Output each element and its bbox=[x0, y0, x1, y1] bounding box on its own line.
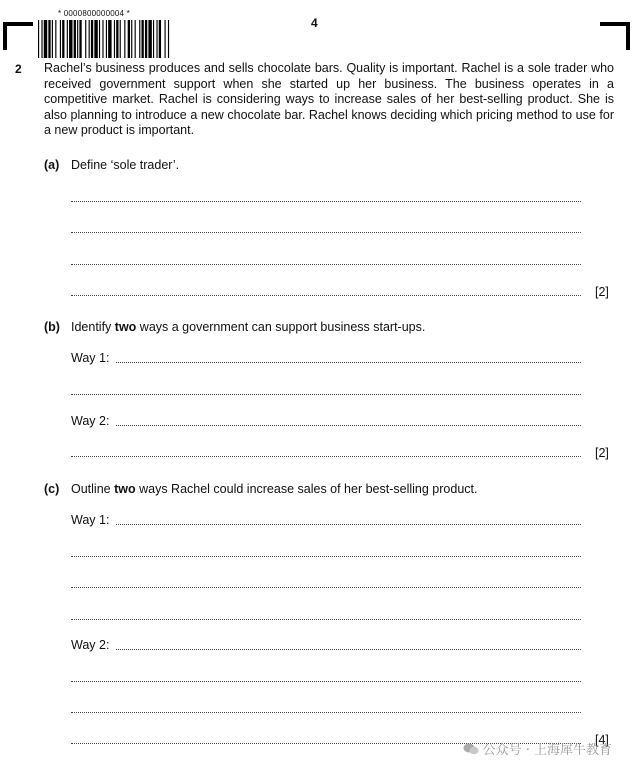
answer-line[interactable] bbox=[116, 524, 581, 525]
part-b-way2-label: Way 2: bbox=[71, 414, 110, 428]
part-b-label bbox=[44, 320, 60, 334]
part-c-marks: [4] bbox=[595, 733, 609, 747]
answer-line[interactable] bbox=[71, 556, 581, 557]
answer-line[interactable] bbox=[71, 394, 581, 395]
part-c-text-after: ways Rachel could increase sales of her best-selling product. bbox=[135, 482, 478, 496]
question-number: 2 bbox=[15, 62, 22, 76]
part-b-text-bold: two bbox=[114, 320, 137, 334]
answer-line[interactable] bbox=[71, 681, 581, 682]
answer-line[interactable] bbox=[71, 619, 581, 620]
part-c-text-before: Outline bbox=[71, 482, 115, 496]
answer-line[interactable] bbox=[71, 587, 581, 588]
corner-mark-right bbox=[600, 22, 630, 50]
page-number: 4 bbox=[311, 16, 318, 30]
question-stem: Rachel’s business produces and sells chocolate bars. Quality is important. Rachel is a sole trader who received government support when she started up her business. The business operates in a competitive market. Rachel is considering ways to increase sales of her best-selling product. She is also planning to introduce a new chocolate bar. Rachel knows deciding which pricing method to use for a new product is important. bbox=[44, 61, 614, 138]
part-c-way2-label: Way 2: bbox=[71, 638, 110, 652]
watermark-text: 公众号 · 上海犀牛教育 bbox=[482, 743, 612, 758]
part-a-question: Define ‘sole trader’. bbox=[71, 158, 180, 172]
part-b-text-before: Identify bbox=[71, 320, 115, 334]
part-b-way1-label: Way 1: bbox=[71, 351, 110, 365]
part-b-text-after: ways a government can support business start-ups. bbox=[136, 320, 426, 334]
barcode-text: * 0000800000004 * bbox=[58, 9, 130, 18]
answer-line[interactable] bbox=[71, 201, 581, 202]
answer-line[interactable] bbox=[71, 295, 581, 296]
part-c-letter: (c) bbox=[44, 482, 60, 496]
part-a-label bbox=[44, 158, 59, 172]
part-b-question bbox=[71, 320, 425, 334]
part-a-marks: [2] bbox=[595, 285, 609, 299]
corner-mark-left bbox=[3, 22, 33, 50]
part-c-way1-label: Way 1: bbox=[71, 513, 110, 527]
answer-line[interactable] bbox=[116, 649, 581, 650]
answer-line[interactable] bbox=[71, 456, 581, 457]
part-c-label bbox=[44, 482, 59, 496]
part-b-letter: (b) bbox=[44, 320, 60, 334]
barcode bbox=[38, 20, 252, 58]
answer-line[interactable] bbox=[71, 712, 581, 713]
answer-line[interactable] bbox=[116, 425, 581, 426]
answer-line[interactable] bbox=[71, 264, 581, 265]
wechat-icon bbox=[463, 743, 479, 755]
answer-line[interactable] bbox=[116, 362, 581, 363]
part-a-letter: (a) bbox=[44, 158, 60, 172]
part-b-marks: [2] bbox=[595, 446, 609, 460]
watermark bbox=[463, 739, 612, 758]
answer-line[interactable] bbox=[71, 232, 581, 233]
part-c-question bbox=[71, 482, 477, 496]
part-c-text-bold: two bbox=[114, 482, 136, 496]
